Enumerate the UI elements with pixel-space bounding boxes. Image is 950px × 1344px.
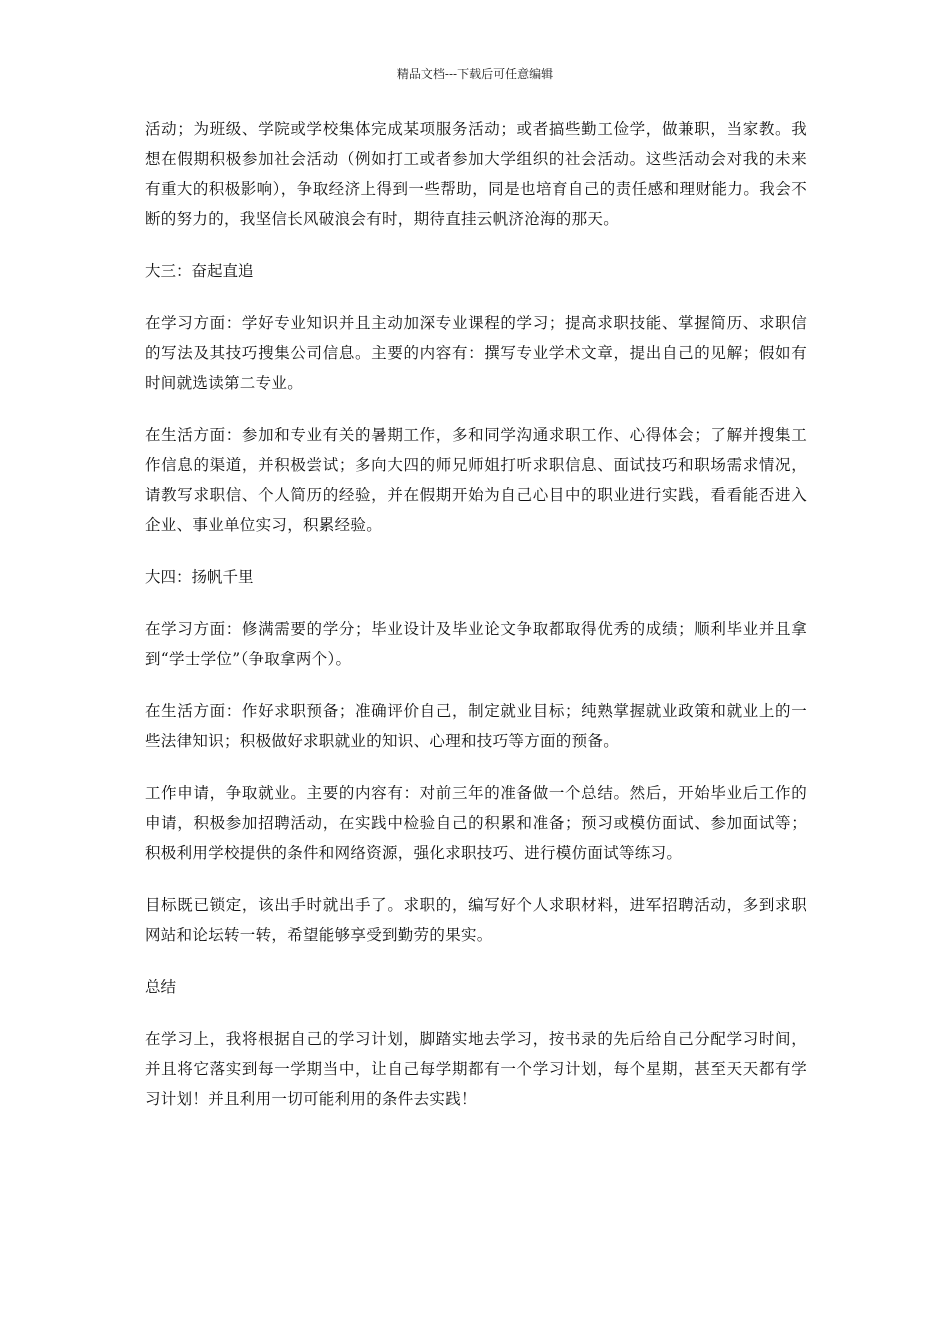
section-heading-summary: 总结 — [145, 978, 177, 996]
paragraph-job-goal: 目标既已锁定，该出手时就出手了。求职的，编写好个人求职材料，进军招聘活动，多到求职网站和论坛转一转，希望能够享受到勤劳的果实。 — [145, 896, 807, 944]
paragraph-junior-study: 在学习方面：学好专业知识并且主动加深专业课程的学习；提高求职技能、掌握简历、求职信的写法及其技巧搜集公司信息。主要的内容有：撰写专业学术文章，提出自己的见解；假如有时间就选读第二专业。 — [145, 314, 807, 392]
document-body — [145, 114, 807, 1136]
paragraph-senior-study: 在学习方面：修满需要的学分；毕业设计及毕业论文争取都取得优秀的成绩；顺利毕业并且拿到“学士学位”（争取拿两个）。 — [145, 620, 807, 668]
page-header: 精品文档---下载后可任意编辑 — [396, 67, 554, 81]
section-heading-senior-year: 大四：扬帆千里 — [145, 568, 254, 586]
paragraph-senior-life: 在生活方面：作好求职预备；准确评价自己，制定就业目标；纯熟掌握就业政策和就业上的一些法律知识；积极做好求职就业的知识、心理和技巧等方面的预备。 — [145, 702, 807, 750]
section-heading-junior-year: 大三：奋起直追 — [145, 262, 254, 280]
paragraph-activities: 活动；为班级、学院或学校集体完成某项服务活动；或者搞些勤工俭学，做兼职，当家教。我想在假期积极参加社会活动（例如打工或者参加大学组织的社会活动。这些活动会对我的未来有重大的积极影响），争取经济上得到一些帮助，同是也培育自己的责任感和理财能力。我会不断的努力的，我坚信长风破浪会有时，期待直挂云帆济沧海的那天。 — [145, 120, 807, 228]
paragraph-summary: 在学习上，我将根据自己的学习计划，脚踏实地去学习，按书录的先后给自己分配学习时间，并且将它落实到每一学期当中，让自己每学期都有一个学习计划，每个星期，甚至天天都有学习计划！并且利用一切可能利用的条件去实践！ — [145, 1030, 807, 1108]
paragraph-junior-life: 在生活方面：参加和专业有关的暑期工作，多和同学沟通求职工作、心得体会；了解并搜集工作信息的渠道，并积极尝试；多向大四的师兄师姐打听求职信息、面试技巧和职场需求情况，请教写求职信、个人简历的经验，并在假期开始为自己心目中的职业进行实践，看看能否进入企业、事业单位实习，积累经验。 — [145, 426, 807, 534]
paragraph-job-application: 工作申请，争取就业。主要的内容有：对前三年的准备做一个总结。然后，开始毕业后工作的申请，积极参加招聘活动，在实践中检验自己的积累和准备；预习或模仿面试、参加面试等；积极利用学校提供的条件和网络资源，强化求职技巧、进行模仿面试等练习。 — [145, 784, 807, 862]
